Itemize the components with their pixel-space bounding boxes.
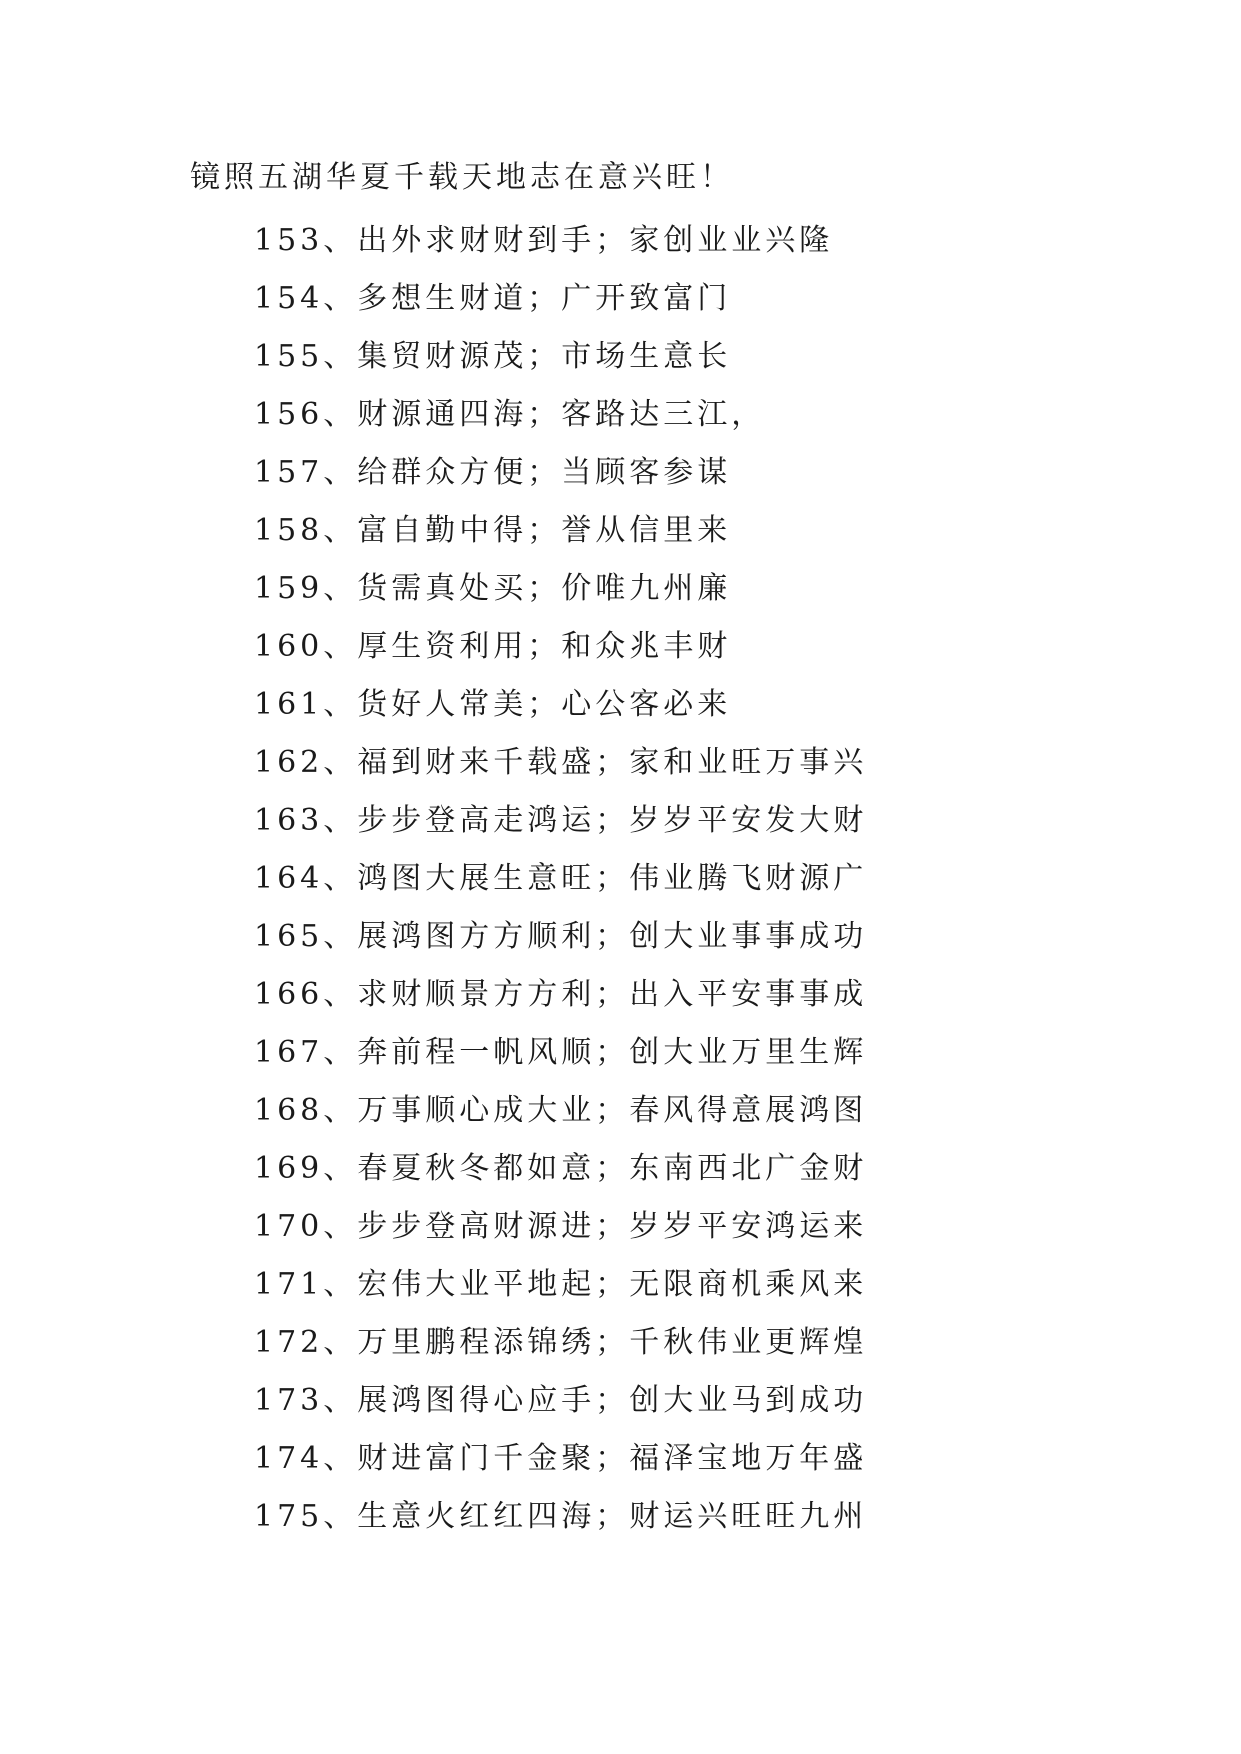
list-item: 160、厚生资利用；和众兆丰财 (254, 629, 732, 664)
couplet-list (254, 221, 867, 1555)
list-item: 173、展鸿图得心应手；创大业马到成功 (254, 1383, 868, 1418)
list-item: 172、万里鹏程添锦绣；千秋伟业更辉煌 (254, 1325, 868, 1360)
list-item: 153、出外求财财到手；家创业业兴隆 (254, 223, 834, 258)
list-item: 162、福到财来千载盛；家和业旺万事兴 (254, 745, 868, 780)
list-item: 161、货好人常美；心公客必来 (254, 687, 732, 722)
list-item: 164、鸿图大展生意旺；伟业腾飞财源广 (254, 861, 868, 896)
list-item: 158、富自勤中得；誉从信里来 (254, 513, 732, 548)
list-item: 175、生意火红红四海；财运兴旺旺九州 (254, 1499, 868, 1534)
list-item: 171、宏伟大业平地起；无限商机乘风来 (254, 1267, 868, 1302)
list-item: 156、财源通四海；客路达三江， (254, 397, 766, 432)
list-item: 166、求财顺景方方利；出入平安事事成 (254, 977, 868, 1012)
list-item: 155、集贸财源茂；市场生意长 (254, 339, 732, 374)
list-item: 174、财进富门千金聚；福泽宝地万年盛 (254, 1441, 868, 1476)
list-item: 157、给群众方便；当顾客参谋 (254, 455, 732, 490)
list-item: 154、多想生财道；广开致富门 (254, 281, 732, 316)
list-item: 169、春夏秋冬都如意；东南西北广金财 (254, 1151, 868, 1186)
list-item: 167、奔前程一帆风顺；创大业万里生辉 (254, 1035, 868, 1070)
list-item: 168、万事顺心成大业；春风得意展鸿图 (254, 1093, 868, 1128)
list-item: 165、展鸿图方方顺利；创大业事事成功 (254, 919, 868, 954)
list-item: 159、货需真处买；价唯九州廉 (254, 571, 732, 606)
list-item: 163、步步登高走鸿运；岁岁平安发大财 (254, 803, 868, 838)
continuation-line: 镜照五湖华夏千载天地志在意兴旺！ (190, 160, 734, 195)
list-item: 170、步步登高财源进；岁岁平安鸿运来 (254, 1209, 868, 1244)
